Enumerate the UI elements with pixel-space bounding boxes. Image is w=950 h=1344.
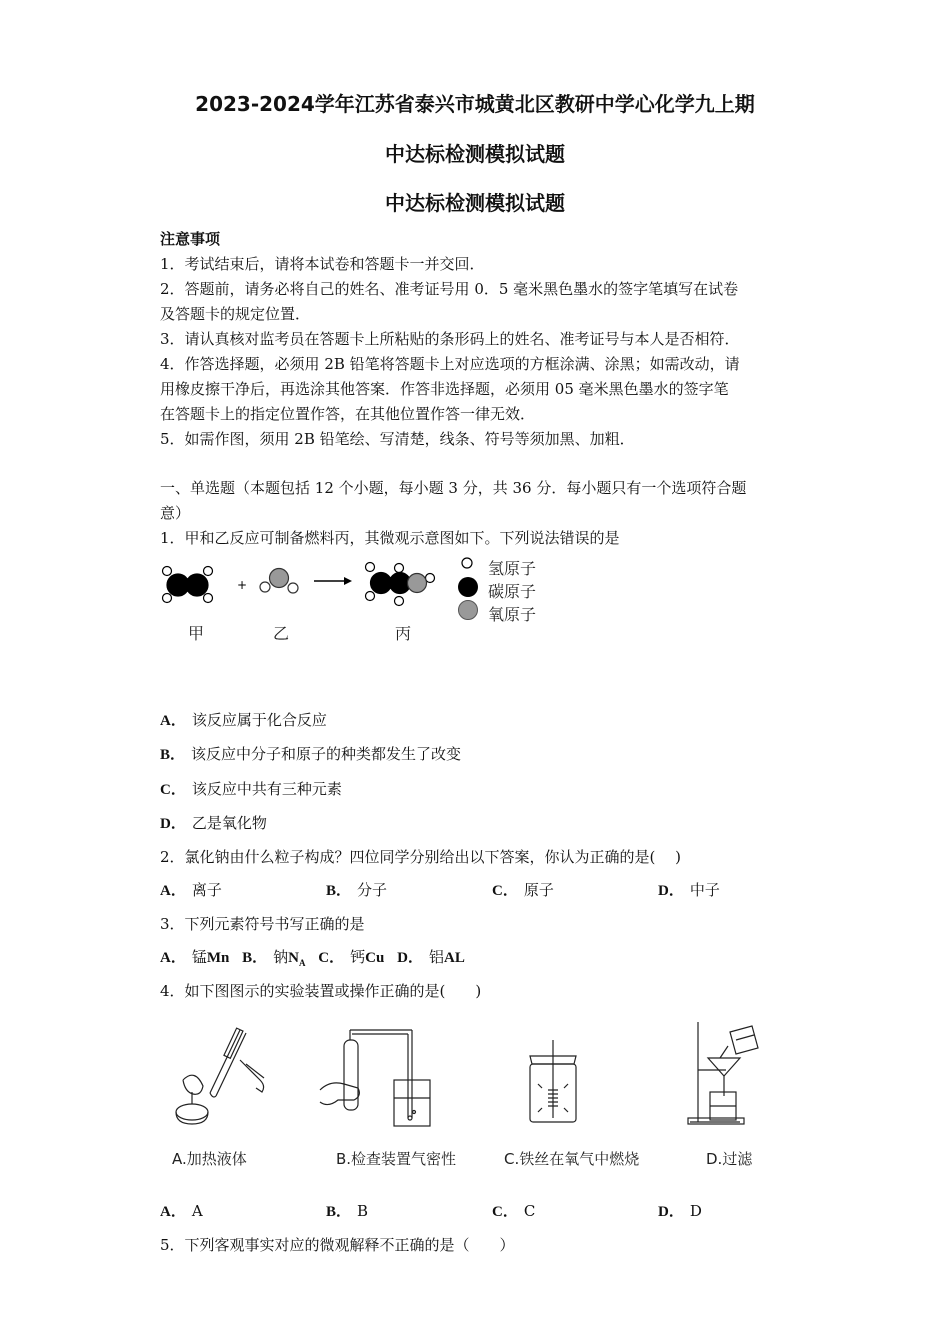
- option-text: 离子: [191, 881, 222, 899]
- element-name: 锰: [191, 948, 207, 966]
- page-title-line3: 中达标检测模拟试题: [385, 191, 565, 215]
- label-bing: 丙: [395, 624, 412, 643]
- plus-sign: +: [237, 578, 248, 592]
- option-text: A: [191, 1202, 203, 1220]
- option-key: A．: [160, 1204, 186, 1220]
- option-key: B．: [326, 1204, 352, 1220]
- option-key: B．: [160, 747, 186, 763]
- section-heading: 一、单选题（本题包括 12 个小题，每小题 3 分，共 36 分．每小题只有一个选项符合题: [160, 479, 747, 497]
- option-key: D．: [160, 816, 186, 832]
- option-key: D．: [658, 883, 684, 899]
- option-text: D: [689, 1202, 702, 1220]
- element-symbol: Cu: [365, 950, 385, 966]
- q2-stem: 2．氯化钠由什么粒子构成？四位同学分别给出以下答案，你认为正确的是( ): [160, 848, 682, 866]
- notice-line: 4．作答选择题，必须用 2B 铅笔将答题卡上对应选项的方框涂满、涂黑；如需改动，请: [160, 355, 740, 373]
- notice-line: 5．如需作图，须用 2B 铅笔绘、写清楚，线条、符号等须加黑、加粗．: [160, 430, 635, 448]
- option-key: D．: [397, 950, 423, 966]
- option-key: C．: [492, 883, 518, 899]
- option-key: C．: [492, 1204, 518, 1220]
- notice-heading: 注意事项: [160, 230, 221, 248]
- page-title-line2: 中达标检测模拟试题: [385, 142, 565, 166]
- legend-hydrogen-label: 氢原子: [488, 559, 537, 578]
- option-key: A．: [160, 713, 186, 729]
- element-name: 钙: [350, 948, 366, 966]
- notice-line: 用橡皮擦干净后，再选涂其他答案．作答非选择题，必须用 05 毫米黑色墨水的签字笔: [160, 380, 729, 398]
- q1-stem: 1．甲和乙反应可制备燃料丙，其微观示意图如下。下列说法错误的是: [160, 529, 620, 547]
- option-text: 原子: [523, 881, 554, 899]
- option-text: C: [523, 1202, 536, 1220]
- q4-option-a[interactable]: [160, 1200, 203, 1221]
- notice-line: 在答题卡上的指定位置作答，在其他位置作答一律无效．: [160, 405, 536, 423]
- option-text: 该反应中分子和原子的种类都发生了改变: [191, 745, 462, 763]
- option-text: B: [357, 1202, 369, 1220]
- page-title-line1: 2023-2024学年江苏省泰兴市城黄北区教研中学心化学九上期: [195, 92, 755, 116]
- option-key: A．: [160, 883, 186, 899]
- apparatus-c-icon: [530, 1040, 576, 1122]
- element-symbol: Mn: [206, 950, 230, 966]
- option-text: 该反应中共有三种元素: [191, 780, 342, 798]
- apparatus-d-icon: [688, 1022, 758, 1124]
- notice-line: 2．答题前，请务必将自己的姓名、准考证号用 0．5 毫米黑色墨水的签字笔填写在试卷: [160, 280, 739, 298]
- element-name: 钠: [273, 948, 289, 966]
- caption-a: A.加热液体: [172, 1150, 247, 1168]
- element-name: 铝: [428, 948, 444, 966]
- element-symbol: N: [288, 950, 300, 966]
- notice-line: 3．请认真核对监考员在答题卡上所粘贴的条形码上的姓名、准考证号与本人是否相符．: [160, 330, 740, 348]
- section-heading-cont: 意）: [160, 504, 191, 522]
- option-text: 分子: [357, 881, 388, 899]
- q4-stem: 4．如下图图示的实验装置或操作正确的是( ): [160, 982, 482, 1000]
- legend-oxygen-label: 氧原子: [488, 605, 537, 624]
- option-key: D．: [658, 1204, 684, 1220]
- label-yi: 乙: [273, 624, 290, 643]
- legend-carbon-label: 碳原子: [488, 582, 537, 601]
- q3-stem: 3．下列元素符号书写正确的是: [160, 915, 365, 933]
- q4-option-c[interactable]: [492, 1200, 535, 1221]
- label-jia: 甲: [188, 624, 205, 643]
- notice-line: 及答题卡的规定位置．: [160, 305, 311, 323]
- option-text: 该反应属于化合反应: [191, 711, 327, 729]
- q4-option-b[interactable]: [326, 1200, 368, 1221]
- q4-option-d[interactable]: [658, 1200, 702, 1221]
- apparatus-b-icon: [320, 1030, 430, 1126]
- element-symbol: AL: [443, 950, 465, 966]
- q5-stem: 5．下列客观事实对应的微观解释不正确的是（ ）: [160, 1236, 515, 1254]
- option-key: B．: [326, 883, 352, 899]
- element-symbol-sub: A: [299, 958, 306, 968]
- option-text: 中子: [689, 881, 720, 899]
- option-key: C．: [318, 950, 345, 966]
- apparatus-a-icon: [176, 1028, 264, 1124]
- caption-d: D.过滤: [706, 1150, 753, 1168]
- option-key: A．: [160, 950, 186, 966]
- option-text: 乙是氧化物: [191, 814, 267, 832]
- notice-line: 1．考试结束后，请将本试卷和答题卡一并交回．: [160, 255, 485, 273]
- caption-b: B.检查装置气密性: [336, 1150, 457, 1168]
- option-key: B．: [242, 950, 268, 966]
- option-key: C．: [160, 782, 186, 798]
- caption-c: C.铁丝在氧气中燃烧: [504, 1150, 640, 1168]
